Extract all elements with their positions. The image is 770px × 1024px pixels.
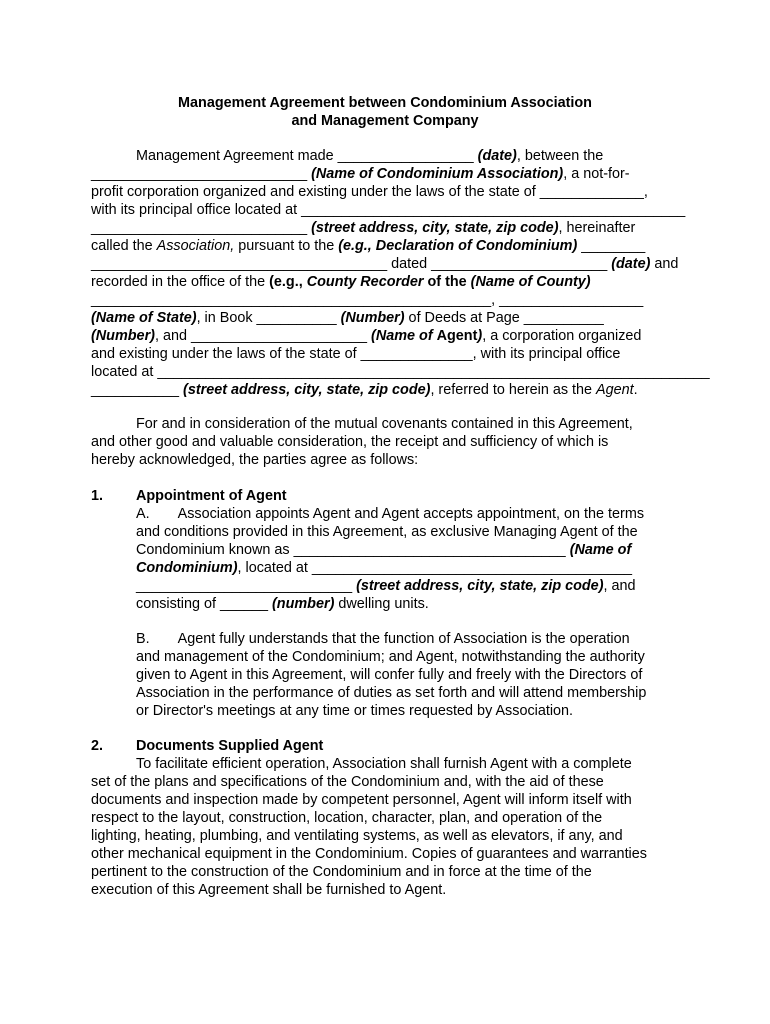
intro-line: profit corporation organized and existing under the laws of the state of _____________, [91, 184, 648, 200]
section-1b-line: Association in the performance of duties as set forth and will attend membership [136, 685, 647, 701]
intro-line: (Number), and ______________________ (Name of Agent), a corporation organized [91, 328, 642, 344]
intro-line: __________________________________________________, __________________ [91, 292, 644, 308]
section-2-paragraph [91, 755, 673, 899]
section-1a-line: consisting of ______ (number) dwelling units. [136, 596, 429, 612]
section-1a-line: Condominium known as __________________________________ (Name of [136, 542, 632, 558]
intro-line: with its principal office located at ________________________________________________ [91, 202, 686, 218]
title-line-2: and Management Company [291, 113, 479, 129]
intro-line: located at _____________________________________________________________________ [91, 364, 710, 380]
intro-line: and existing under the laws of the state of ______________, with its principal office [91, 346, 621, 362]
section-2-line: pertinent to the construction of the Condominium and in force at the time of the [91, 864, 592, 880]
section-1a-line: and conditions provided in this Agreement, as exclusive Managing Agent of the [136, 524, 638, 540]
section-2-line: other mechanical equipment in the Condominium. Copies of guarantees and warranties [91, 846, 647, 862]
section-2-line: documents and inspection made by competent personnel, Agent will inform itself with [91, 792, 632, 808]
section-1b-line: B. Agent fully understands that the function of Association is the operation [136, 631, 630, 647]
section-2-line: respect to the layout, construction, location, character, plan, and operation of the [91, 810, 603, 826]
consideration-line: For and in consideration of the mutual covenants contained in this Agreement, [136, 416, 633, 432]
section-1b-label: B. [136, 631, 150, 647]
intro-line: ___________ (street address, city, state, zip code), referred to herein as the Agent. [91, 382, 638, 398]
consideration-line: hereby acknowledged, the parties agree as follows: [91, 452, 419, 468]
section-2-line: execution of this Agreement shall be furnished to Agent. [91, 882, 447, 898]
document-title [0, 94, 770, 130]
section-2-heading: Documents Supplied Agent [136, 738, 324, 754]
section-2-line: set of the plans and specifications of the Condominium and, with the aid of these [91, 774, 604, 790]
intro-line: Management Agreement made _________________ (date), between the [136, 148, 604, 164]
section-1a-label: A. [136, 506, 150, 522]
section-1a [136, 505, 673, 613]
intro-line: called the Association, pursuant to the (e.g., Declaration of Condominium) ________ [91, 238, 646, 254]
section-1b-line: and management of the Condominium; and Agent, notwithstanding the authority [136, 649, 645, 665]
consideration-paragraph [91, 415, 673, 469]
intro-line: ___________________________ (street address, city, state, zip code), hereinafter [91, 220, 636, 236]
section-1-heading: Appointment of Agent [136, 488, 287, 504]
section-2-number: 2. [91, 738, 104, 754]
section-1b-line: given to Agent in this Agreement, will confer fully and freely with the Directors of [136, 667, 643, 683]
intro-paragraph [91, 147, 710, 399]
intro-line: _____________________________________ dated ______________________ (date) and [91, 256, 679, 272]
intro-line: recorded in the office of the (e.g., County Recorder of the (Name of County) [91, 274, 591, 290]
section-1b-line: or Director's meetings at any time or times requested by Association. [136, 703, 574, 719]
intro-line: ___________________________ (Name of Condominium Association), a not-for- [91, 166, 630, 182]
title-line-1: Management Agreement between Condominium Association [178, 95, 592, 111]
section-1a-line: ___________________________ (street address, city, state, zip code), and [136, 578, 636, 594]
consideration-line: and other good and valuable consideration, the receipt and sufficiency of which is [91, 434, 609, 450]
intro-line: (Name of State), in Book __________ (Number) of Deeds at Page __________ [91, 310, 604, 326]
section-1-number: 1. [91, 488, 104, 504]
section-1a-line: Condominium), located at ________________________________________ [136, 560, 633, 576]
section-1b [136, 630, 673, 720]
section-1a-line: A. Association appoints Agent and Agent accepts appointment, on the terms [136, 506, 645, 522]
section-2-line: To facilitate efficient operation, Association shall furnish Agent with a complete [136, 756, 632, 772]
section-2-line: lighting, heating, plumbing, and ventilating systems, as well as elevators, if any, and [91, 828, 623, 844]
